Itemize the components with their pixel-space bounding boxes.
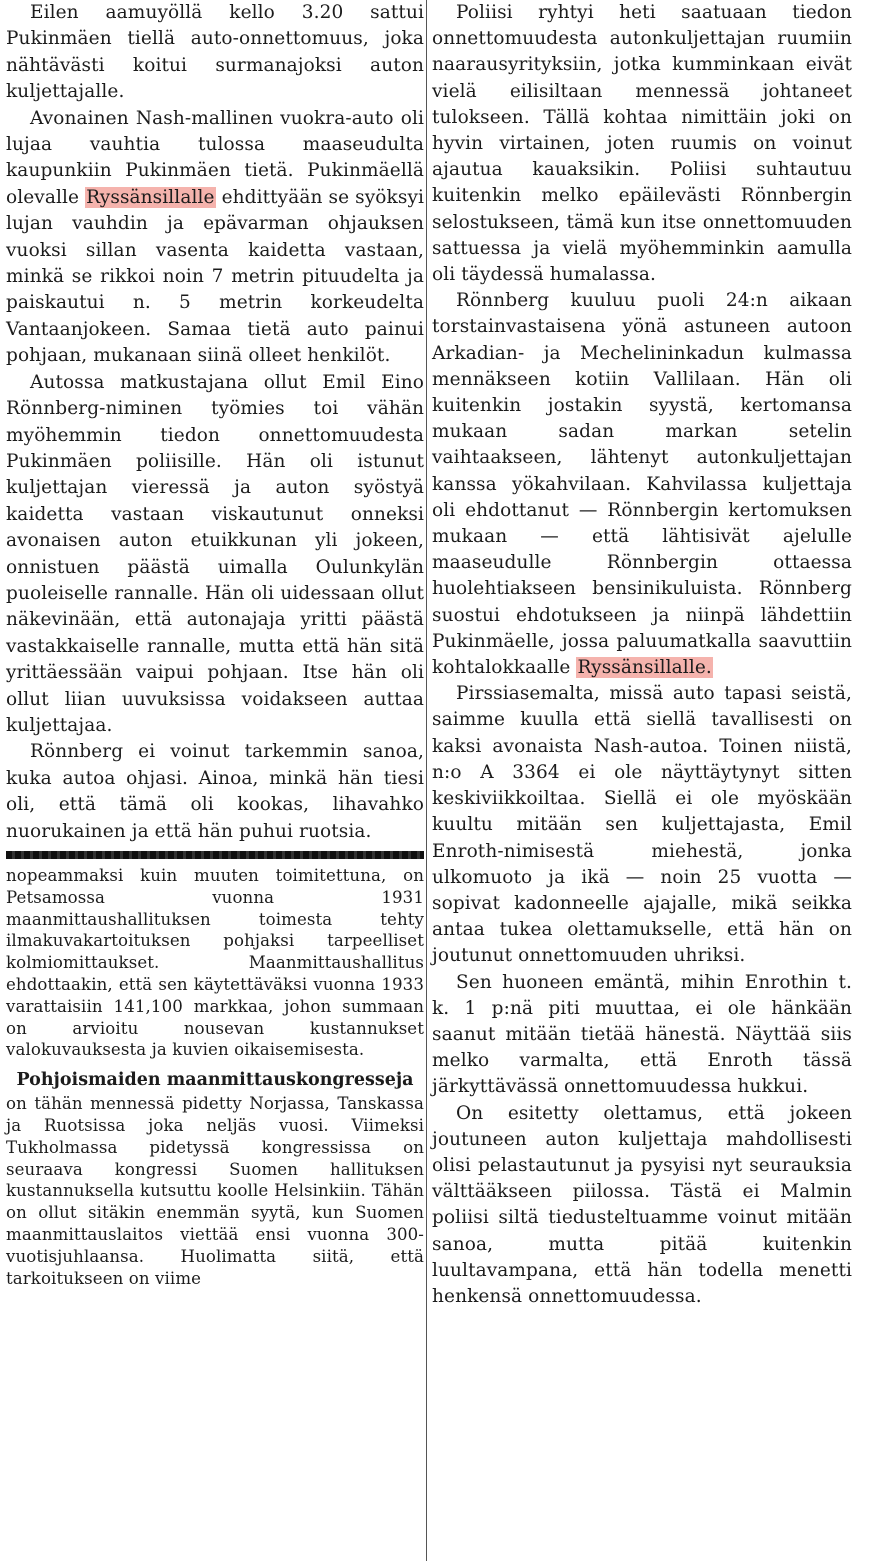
article-separator-rule <box>6 851 424 859</box>
left-column <box>6 0 424 1289</box>
article-paragraph-9: On esitetty olettamus, että jokeen joutuneen auton kuljettaja mahdollisesti olisi pelastautunut ja pysyisi nyt seurauksia välttääkseen piilossa. Tästä ei Malmin poliisi siltä tiedusteltuamme voinut mitään sanoa, mutta pitää kuitenkin luultavampana, että hän todella menetti henkensä onnettomuudessa. <box>432 1102 852 1307</box>
article-paragraph-5: Poliisi ryhtyi heti saatuaan tiedon onnettomuudesta autonkuljettajan ruumiin naarausyrityksiin, jotka kumminkaan eivät vielä eilisiltaan mennessä johtaneet tulokseen. Tällä kohtaa nimittäin joki on hyvin virtainen, joten ruumis on voinut ajautua kauaksikin. Poliisi suhtautuu kuitenkin melko epäilevästi Rönnbergin selostukseen, tämä kun itse onnettomuuden sattuessa ja vielä myöhemminkin aamulla oli täydessä humalassa. <box>432 2 852 286</box>
text-run: ehdittyään se syöksyi lujan vauhdin ja epävarman ohjauksen vuoksi sillan vasenta kaidetta vastaan, minkä se rikkoi noin 7 metrin pituudelta ja paiskautui n. 5 metrin korkeudelta Vantaanjokeen. Samaa tietä auto painui pohjaan, mukanaan siinä olleet henkilöt. <box>6 186 425 367</box>
article-paragraph-2 <box>6 106 424 370</box>
highlighted-term: Ryssänsillalle. <box>577 657 712 679</box>
article-paragraph-6 <box>432 288 852 681</box>
article-paragraph-7: Pirssiasemalta, missä auto tapasi seistä, saimme kuulla että siellä tavallisesti on kaksi avonaista Nash-autoa. Toinen niistä, n:o A 3364 ei ole näyttäytynyt sitten keskiviikkoiltaa. Siellä ei ole myöskään kuultu mitään sen kuljettajasta, Emil Enroth-nimisestä miehestä, jonka ulkomuoto ja ikä — noin 25 vuotta — sopivat kadonneelle ajajalle, mikä seikka antaa tukea olettamukselle, että hän on joutunut onnettomuuden uhriksi. <box>432 683 852 967</box>
survey-paragraph: nopeammaksi kuin muuten toimitettuna, on Petsamossa vuonna 1931 maanmittaushallituksen toimesta tehty ilmakuvakartoituksen pohjaksi tarpeelliset kolmiomittaukset. Maanmittaushallitus ehdottaakin, että sen käytettäväksi vuonna 1933 varattaisiin 141,100 markkaa, johon summaan on arvioitu nousevan kustannukset valokuvauksesta ja kuvien oikaisemisesta. <box>6 866 424 1060</box>
article-paragraph-3: Autossa matkustajana ollut Emil Eino Rönnberg-niminen työmies toi vähän myöhemmin tiedon onnettomuudesta Pukinmäen poliisille. Hän oli istunut kuljettajan vieressä ja auton syöstyä kaidetta vastaan viskautunut onneksi avonaisen auton etuikkunan yli jokeen, onnistuen päästä uimalla Oulunkylän puoleiselle rannalle. Hän oli uidessaan ollut näkevinään, että autonajaja yritti päästä vastakkaiselle rannalle, mutta että hän sitä yrittäessään vaipui pohjaan. Itse hän oli ollut liian uuvuksissa voidakseen auttaa kuljettajaa. <box>6 371 424 736</box>
highlighted-term: Ryssänsillalle <box>86 186 215 208</box>
right-column <box>432 0 852 1310</box>
article-paragraph-4: Rönnberg ei voinut tarkemmin sanoa, kuka autoa ohjasi. Ainoa, minkä hän tiesi oli, että tämä oli kookas, lihavahko nuorukainen ja että hän puhui ruotsia. <box>6 741 424 842</box>
article-paragraph-8: Sen huoneen emäntä, mihin Enrothin t. k. 1 p:nä piti muuttaa, ei ole hänkään saanut mitään tietää hänestä. Näyttää siis melko varmalta, että Enroth tässä järkyttävässä onnettomuudessa hukkui. <box>432 971 852 1098</box>
text-run: Rönnberg kuuluu puoli 24:n aikaan torstainvastaisena yönä astuneen autoon Arkadian- ja Mechelininkadun kulmassa mennäkseen kotiin Vallilaan. Hän oli kuitenkin jostakin syystä, kertomansa mukaan sadan markan setelin vaihtaakseen, lähtenyt autonkuljettajan kanssa yökahvilaan. Kahvilassa kuljettaja oli ehdottanut — Rönnbergin kertomuksen mukaan — että lähtisivät ajelulle maaseudulle Rönnbergin ottaessa huolehtiakseen bensinikuluista. Rönnberg suostui ehdotukseen ja niinpä lähdettiin Pukinmäelle, jossa paluumatkalla saavuttiin kohtalokkaalle <box>432 290 852 679</box>
text-run: Avonainen Nash-mallinen vuokra-auto oli lujaa vauhtia tulossa maaseudulta kaupunkiin Pukinmäen tietä. Pukinmäellä olevalle <box>6 107 424 208</box>
section-headline: Pohjoismaiden maanmittauskongresseja <box>16 1070 414 1091</box>
article-paragraph-1: Eilen aamuyöllä kello 3.20 sattui Pukinmäen tiellä auto-onnettomuus, joka nähtävästi koitui surmanajoksi auton kuljettajalle. <box>6 2 424 103</box>
column-divider <box>426 0 427 1561</box>
congress-paragraph: on tähän mennessä pidetty Norjassa, Tanskassa ja Ruotsissa joka neljäs vuosi. Viimeksi Tukholmassa pidetyssä kongressissa on seuraava kongressi Suomen hallituksen kustannuksella kutsuttu koolle Helsinkiin. Tähän on ollut sitäkin enemmän syytä, kun Suomen maanmittauslaitos viettää ensi vuonna 300-vuotisjuhlaansa. Huolimatta siitä, että tarkoitukseen on viime <box>6 1094 424 1288</box>
